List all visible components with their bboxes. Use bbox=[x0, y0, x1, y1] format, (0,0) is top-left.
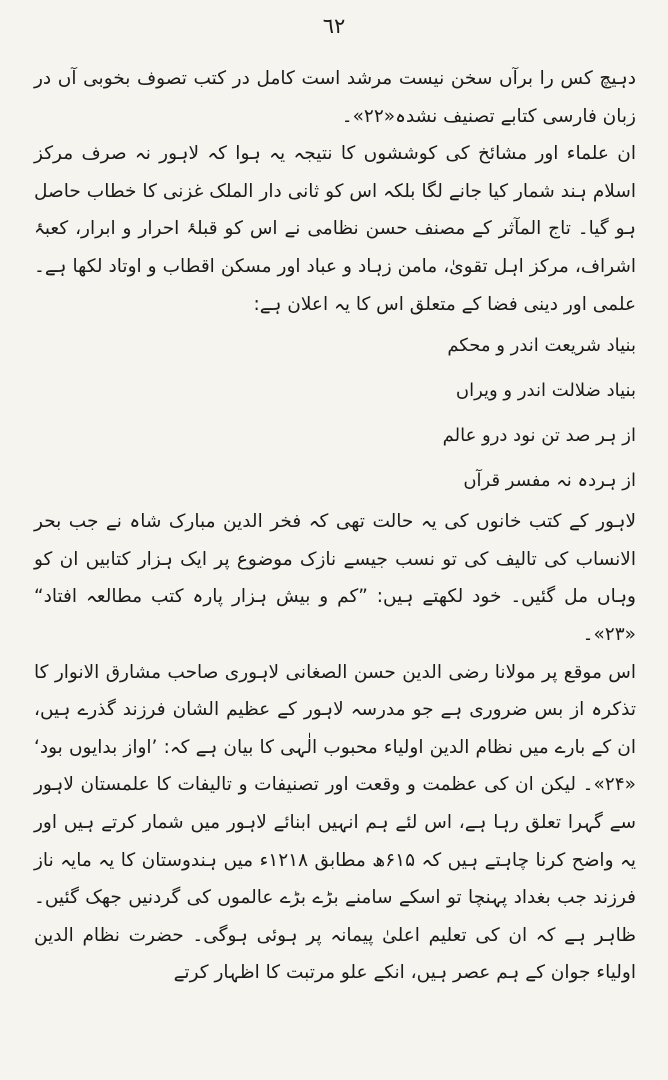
page-number: ٦٢ bbox=[322, 14, 346, 38]
persian-verse bbox=[34, 323, 636, 503]
verse-line: از ہر صد تن نود درو عالم bbox=[442, 425, 636, 447]
paragraph-saghani: اس موقع پر مولانا رضی الدین حسن الصغانی لاہوری صاحب مشارق الانوار کا تذکرہ از بس ضروری ہے جو مدرسہ لاہور کے عظیم الشان فرزند گذرے ہیں، ان کے بارے میں نظام الدین اولیاء محبوب الٰہی کا بیان ہے کہ: ’اواز بدایوں بود‘ «۲۴»۔ لیکن ان کی عظمت و وقعت اور تصنیفات و تالیفات کا علمستان لاہور سے گہرا تعلق رہا ہے، اس لئے ہم انہیں ابنائے لاہور میں شمار کرتے ہیں اور یہ واضح کرنا چاہتے ہیں کہ ۶۱۵ھ مطابق ۱۲۱۸ء میں ہندوستان کا یہ مایہ ناز فرزند جب بغداد پہنچا تو اسکے سامنے بڑے بڑے عالموں کی گردنیں جھک گئیں۔ ظاہر ہے کہ ان کی تعلیم اعلیٰ پیمانہ پر ہوئی ہوگی۔ حضرت نظام الدین اولیاء جوان کے ہم عصر ہیں، انکے علو مرتبت کا اظہار کرتے bbox=[34, 661, 636, 984]
verse-line: بنیاد شریعت اندر و محکم bbox=[447, 335, 636, 357]
page-body bbox=[34, 60, 636, 992]
paragraph-persian-quote: دہیچ کس را برآں سخن نیست مرشد است کامل در کتب تصوف بخوبی آں در زبان فارسی کتابے تصنیف نشدہ«۲۲»۔ bbox=[34, 68, 636, 127]
paragraph-libraries: لاہور کے کتب خانوں کی یہ حالت تھی کہ فخر الدین مبارک شاہ نے جب بحر الانساب کی تالیف کی تو نسب جیسے نازک موضوع پر ایک ہزار کتابیں ان کو وہاں مل گئیں۔ خود لکھتے ہیں: ”کم و بیش ہزار پارہ کتب مطالعہ افتاد“ «۲۳»۔ bbox=[34, 511, 636, 645]
paragraph-lahore-center: ان علماء اور مشائخ کی کوششوں کا نتیجہ یہ ہوا کہ لاہور نہ صرف مرکز اسلام ہند شمار کیا جانے لگا بلکہ اس کو ثانی دار الملک غزنی کا خطاب حاصل ہو گیا۔ تاج المآثر کے مصنف حسن نظامی نے اس کو قبلۂ احرار و ابرار، کعبۂ اشراف، مرکز اہل تقویٰ، مامن زہاد و عباد اور مسکن اقطاب و اوتاد لکھا ہے۔ علمی اور دینی فضا کے متعلق اس کا یہ اعلان ہے: bbox=[34, 143, 636, 315]
verse-line: از ہردہ نہ مفسر قرآں bbox=[463, 470, 636, 492]
verse-line: بنیاد ضلالت اندر و ویراں bbox=[455, 380, 636, 402]
